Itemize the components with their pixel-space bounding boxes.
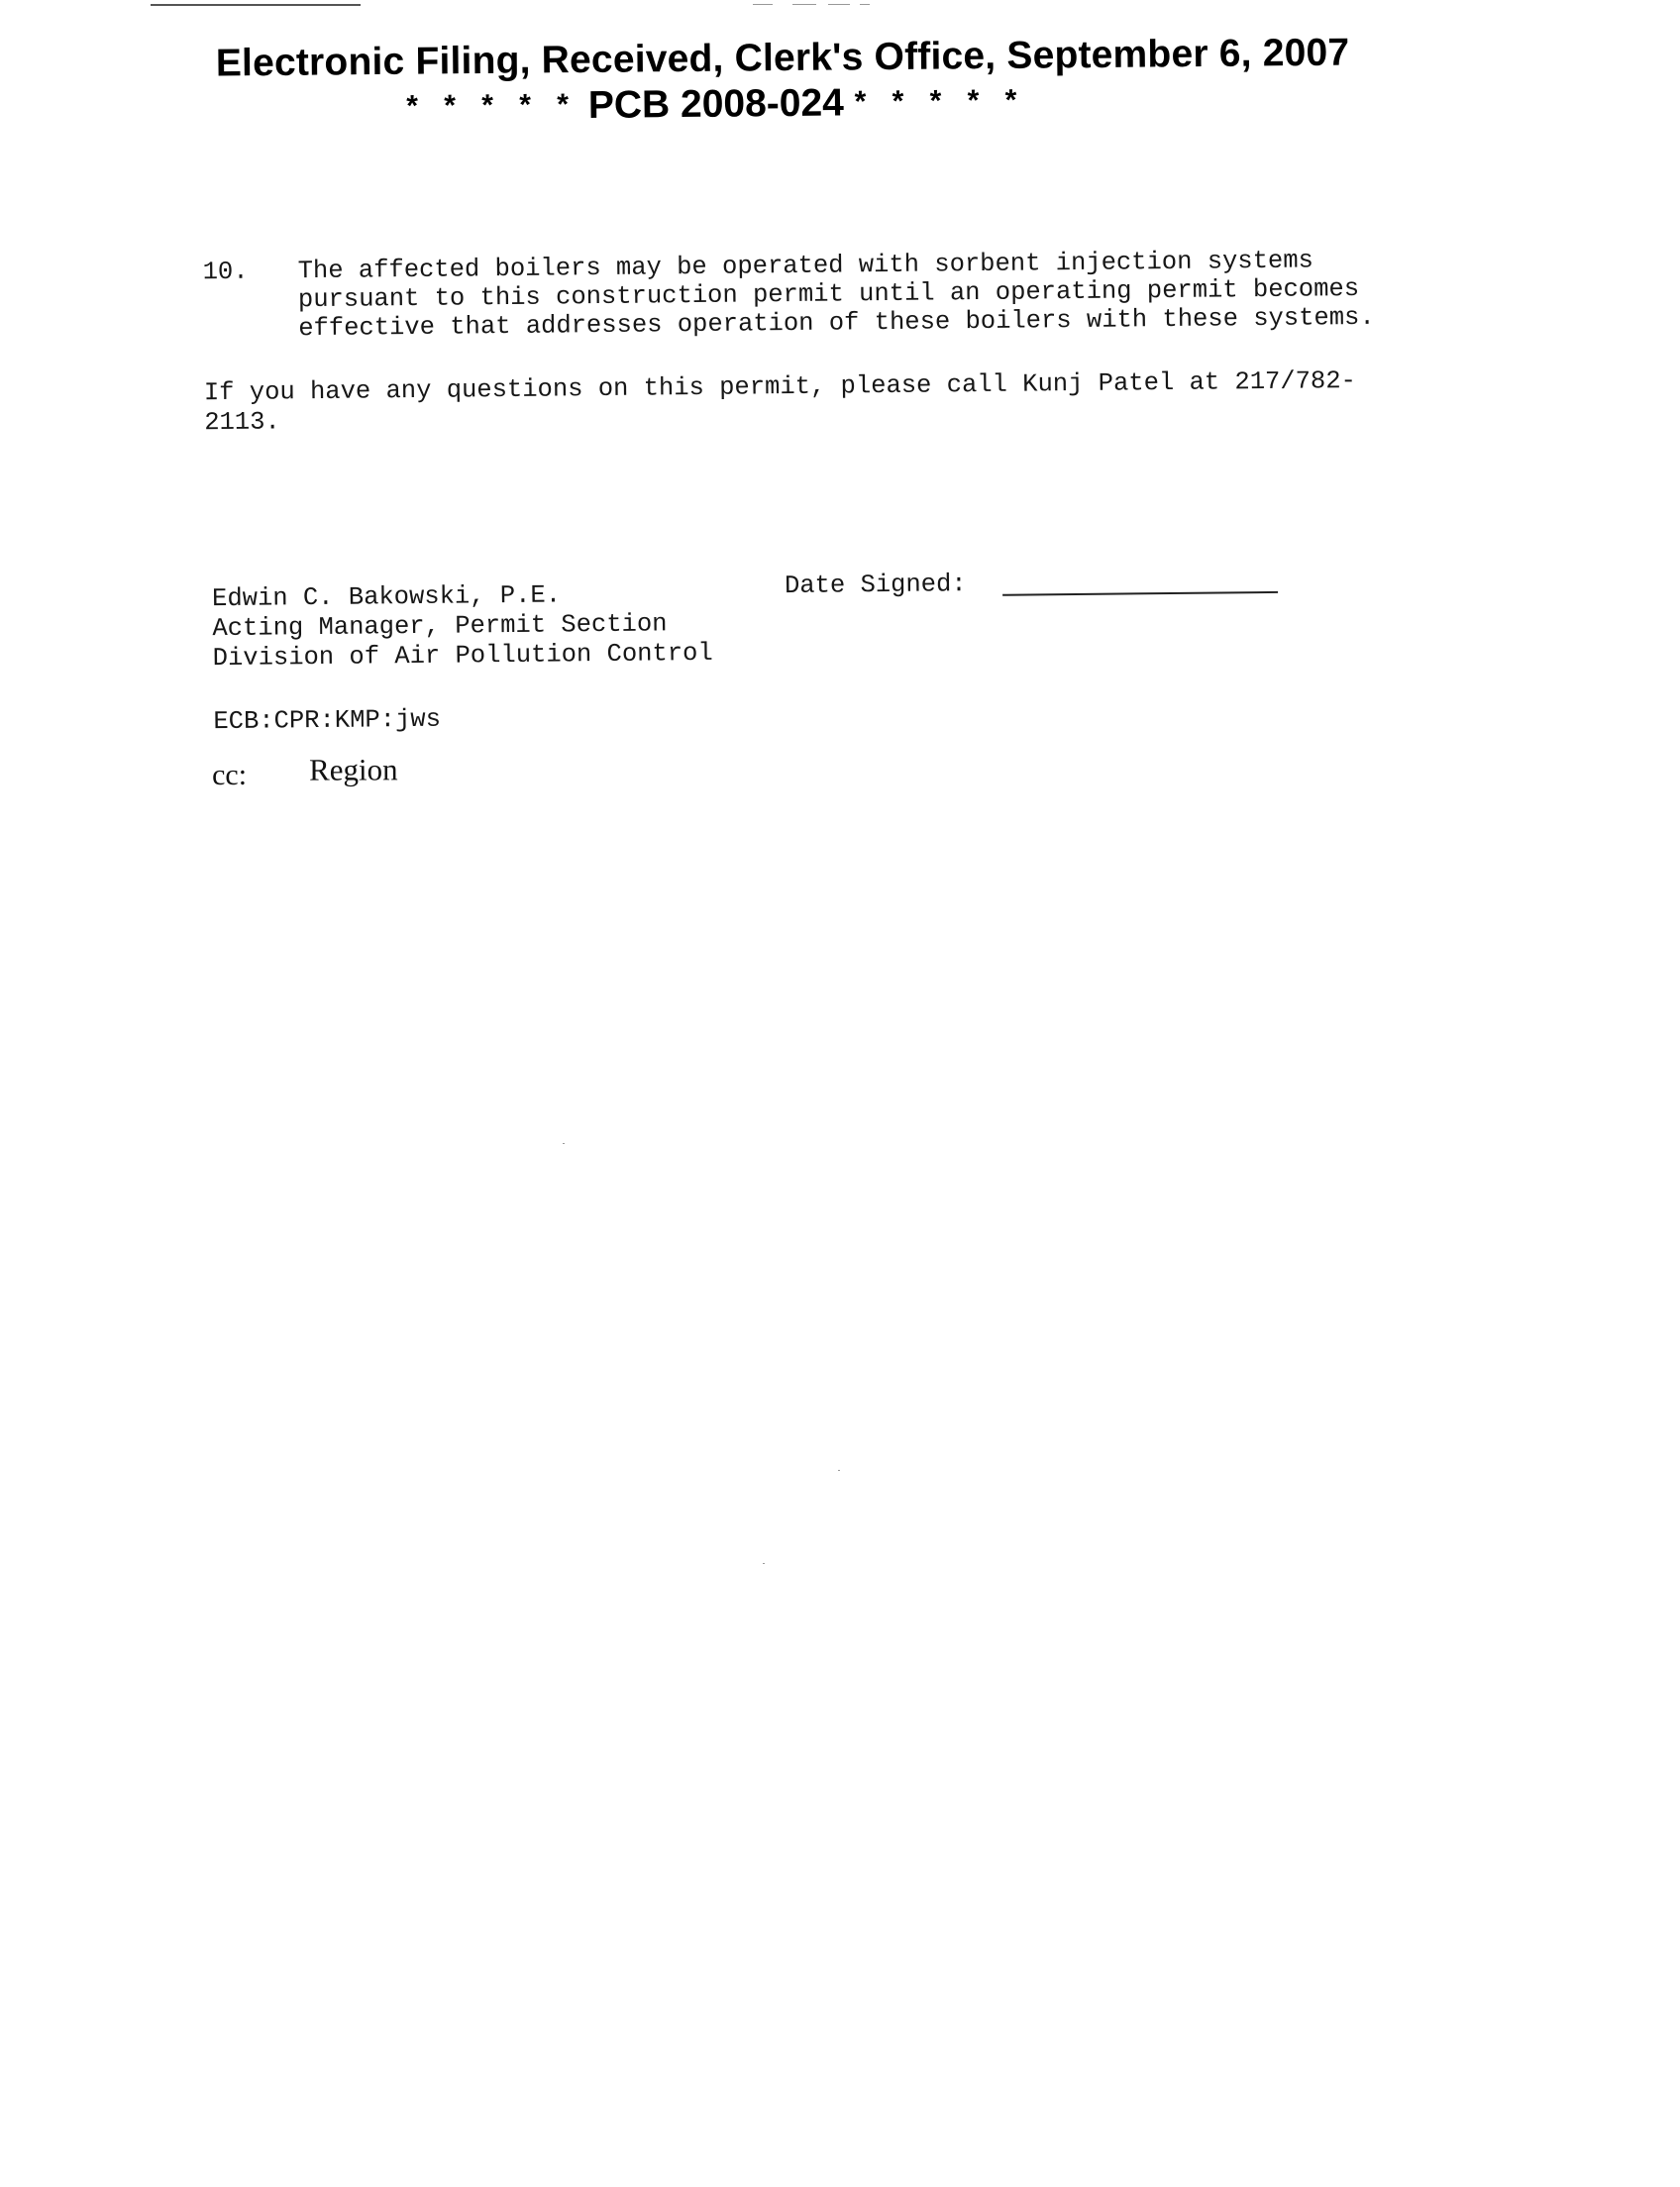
cc-label: cc: xyxy=(212,758,248,791)
contact-text-line: 2113. xyxy=(204,407,280,438)
date-signed-blank xyxy=(1002,591,1278,596)
stamp-stars-left: * * * * * xyxy=(406,88,578,123)
date-signed-label: Date Signed: xyxy=(784,570,967,601)
condition-text-line: The affected boilers may be operated with sorbent injection systems xyxy=(297,246,1314,286)
condition-number: 10. xyxy=(202,257,249,287)
case-number: PCB 2008-024 xyxy=(587,81,845,127)
condition-text-line: effective that addresses operation of these boilers with these systems. xyxy=(298,302,1375,344)
cc-recipient: Region xyxy=(308,752,398,787)
scan-speck xyxy=(563,1143,565,1144)
stamp-stars-right: * * * * * xyxy=(854,83,1026,119)
filing-stamp-title: Electronic Filing, Received, Clerk's Office, September 6, 2007 xyxy=(215,31,1350,85)
condition-text-line: pursuant to this construction permit until an operating permit becomes xyxy=(297,274,1360,315)
scan-speck xyxy=(838,1470,840,1471)
signatory-name: Edwin C. Bakowski, P.E. xyxy=(211,580,562,614)
signatory-division: Division of Air Pollution Control xyxy=(212,638,713,674)
signatory-title: Acting Manager, Permit Section xyxy=(212,609,668,644)
contact-text-line: If you have any questions on this permit, please call Kunj Patel at 217/782- xyxy=(203,366,1357,408)
scan-speck xyxy=(763,1563,765,1564)
reference-initials: ECB:CPR:KMP:jws xyxy=(213,704,442,737)
